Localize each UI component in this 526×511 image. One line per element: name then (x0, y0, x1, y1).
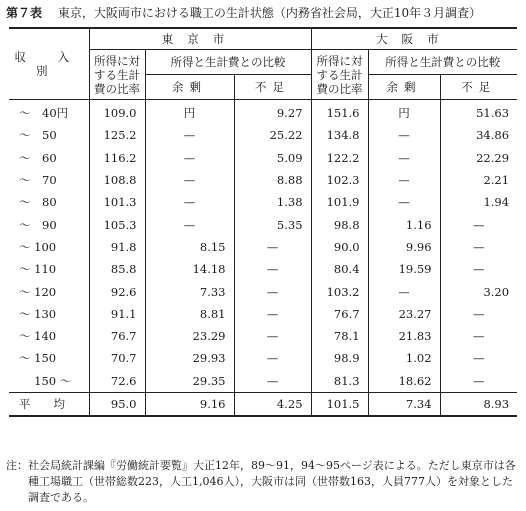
row-label-header: 収 入 別 (9, 28, 89, 100)
tokyo-deficit-cell: 5.09 (234, 147, 311, 169)
osaka-surplus-cell: — (368, 191, 440, 213)
table-row (9, 213, 517, 235)
income-bracket-cell: 〜 60 (19, 150, 57, 165)
table-caption: 東京，大阪両市における職工の生計状態（内務省社会局，大正10年３月調査） (57, 6, 482, 20)
tokyo-deficit-cell: 5.35 (234, 213, 311, 235)
tokyo-deficit-cell: — (234, 236, 311, 258)
city-header-tokyo: 東京市 (89, 28, 311, 50)
tokyo-surplus-cell: 8.15 (145, 236, 234, 258)
table-row (9, 280, 517, 302)
tokyo-deficit-cell: — (234, 325, 311, 347)
table-row (9, 370, 517, 393)
income-bracket-cell: 〜 90 (19, 217, 57, 232)
tokyo-deficit-cell: — (234, 370, 311, 393)
tokyo-deficit-cell: — (234, 347, 311, 369)
income-bracket-cell: 〜 100 (19, 239, 57, 254)
osaka-deficit-cell: 51.63 (440, 100, 517, 125)
income-bracket-cell: 平 均 (9, 392, 89, 416)
comparison-header-tokyo: 所得と生計費との比較 (145, 50, 311, 75)
comparison-header-osaka: 所得と生計費との比較 (368, 50, 517, 75)
tokyo-surplus-cell: 9.16 (145, 392, 234, 416)
tokyo-ratio-cell: 76.7 (89, 325, 145, 347)
deficit-header-tokyo: 不足 (234, 75, 311, 100)
tokyo-ratio-cell: 85.8 (89, 258, 145, 280)
income-bracket-cell: 〜 50 (19, 128, 57, 143)
income-bracket-cell: 150 〜 (19, 373, 72, 388)
tokyo-surplus-cell: 8.81 (145, 303, 234, 325)
osaka-deficit-cell: — (440, 236, 517, 258)
footnote-label: 注： (6, 459, 28, 472)
income-bracket-cell: 〜 140 (19, 329, 57, 344)
osaka-deficit-cell: — (440, 347, 517, 369)
table-row (9, 124, 517, 146)
osaka-deficit-cell: — (440, 213, 517, 235)
osaka-deficit-cell: 34.86 (440, 124, 517, 146)
osaka-deficit-cell: — (440, 370, 517, 393)
tokyo-surplus-cell: 29.93 (145, 347, 234, 369)
osaka-ratio-cell: 101.9 (311, 191, 368, 213)
tokyo-surplus-cell: — (145, 124, 234, 146)
osaka-surplus-cell: — (368, 124, 440, 146)
table-row (9, 191, 517, 213)
income-bracket-cell: 〜 120 (19, 284, 57, 299)
osaka-surplus-cell: 9.96 (368, 236, 440, 258)
table-row (9, 392, 517, 416)
table-row (9, 258, 517, 280)
table-row (9, 147, 517, 169)
osaka-deficit-cell: — (440, 325, 517, 347)
footnote (6, 458, 518, 506)
income-bracket-cell: 〜 40円 (19, 106, 69, 121)
city-header-osaka: 大阪市 (311, 28, 517, 50)
tokyo-deficit-cell: 9.27 (234, 100, 311, 125)
tokyo-surplus-cell: 7.33 (145, 280, 234, 302)
tokyo-ratio-cell: 125.2 (89, 124, 145, 146)
ratio-header-tokyo: 所得に対する生計費の比率 (89, 50, 145, 100)
osaka-ratio-cell: 101.5 (311, 392, 368, 416)
table-row (9, 236, 517, 258)
income-bracket-cell: 〜 80 (19, 195, 57, 210)
osaka-ratio-cell: 151.6 (311, 100, 368, 125)
osaka-surplus-cell: 1.16 (368, 213, 440, 235)
tokyo-ratio-cell: 101.3 (89, 191, 145, 213)
osaka-ratio-cell: 122.2 (311, 147, 368, 169)
osaka-surplus-cell: 18.62 (368, 370, 440, 393)
tokyo-surplus-cell: 29.35 (145, 370, 234, 393)
income-bracket-cell: 〜 110 (19, 262, 57, 277)
income-bracket-cell: 〜 130 (19, 306, 57, 321)
osaka-ratio-cell: 78.1 (311, 325, 368, 347)
tokyo-surplus-cell: 14.18 (145, 258, 234, 280)
osaka-surplus-cell: 23.27 (368, 303, 440, 325)
table-row (9, 325, 517, 347)
footnote-text: 社会局統計課編『労働統計要覧』大正12年，89〜91，94〜95ページ表による。ただし東京市は各種工場職工（世帯総数223，人工1,046人），大阪市は同（世帯数163，人員777人）を対象とした調査である。 (28, 459, 516, 504)
deficit-header-osaka: 不足 (440, 75, 517, 100)
tokyo-deficit-cell: — (234, 280, 311, 302)
tokyo-ratio-cell: 109.0 (89, 100, 145, 125)
osaka-ratio-cell: 80.4 (311, 258, 368, 280)
tokyo-ratio-cell: 116.2 (89, 147, 145, 169)
osaka-surplus-cell: — (368, 169, 440, 191)
osaka-surplus-cell: 19.59 (368, 258, 440, 280)
table-row (9, 169, 517, 191)
data-table (9, 27, 517, 417)
osaka-ratio-cell: 81.3 (311, 370, 368, 393)
osaka-deficit-cell: 8.93 (440, 392, 517, 416)
osaka-deficit-cell: 2.21 (440, 169, 517, 191)
osaka-ratio-cell: 102.3 (311, 169, 368, 191)
tokyo-surplus-cell: 円 (145, 100, 234, 125)
tokyo-surplus-cell: — (145, 147, 234, 169)
osaka-surplus-cell: 7.34 (368, 392, 440, 416)
tokyo-deficit-cell: — (234, 303, 311, 325)
tokyo-ratio-cell: 105.3 (89, 213, 145, 235)
tokyo-ratio-cell: 91.1 (89, 303, 145, 325)
osaka-ratio-cell: 134.8 (311, 124, 368, 146)
osaka-ratio-cell: 90.0 (311, 236, 368, 258)
osaka-surplus-cell: 21.83 (368, 325, 440, 347)
osaka-deficit-cell: — (440, 303, 517, 325)
tokyo-deficit-cell: 25.22 (234, 124, 311, 146)
income-bracket-cell: 〜 70 (19, 173, 57, 188)
osaka-deficit-cell: 1.94 (440, 191, 517, 213)
table-row (9, 303, 517, 325)
table-title (6, 4, 481, 21)
surplus-header-tokyo: 余剰 (145, 75, 234, 100)
osaka-surplus-cell: — (368, 147, 440, 169)
tokyo-deficit-cell: 4.25 (234, 392, 311, 416)
osaka-deficit-cell: 3.20 (440, 280, 517, 302)
income-bracket-cell: 〜 150 (19, 351, 57, 366)
table-row (9, 100, 517, 125)
osaka-deficit-cell: — (440, 258, 517, 280)
tokyo-deficit-cell: 8.88 (234, 169, 311, 191)
tokyo-deficit-cell: 1.38 (234, 191, 311, 213)
surplus-header-osaka: 余剰 (368, 75, 440, 100)
tokyo-surplus-cell: 23.29 (145, 325, 234, 347)
osaka-ratio-cell: 98.8 (311, 213, 368, 235)
tokyo-surplus-cell: — (145, 169, 234, 191)
table-number: 第７表 (6, 6, 43, 20)
tokyo-surplus-cell: — (145, 191, 234, 213)
osaka-deficit-cell: 22.29 (440, 147, 517, 169)
osaka-surplus-cell: 円 (368, 100, 440, 125)
table-body (9, 100, 517, 417)
tokyo-ratio-cell: 92.6 (89, 280, 145, 302)
tokyo-deficit-cell: — (234, 258, 311, 280)
osaka-ratio-cell: 76.7 (311, 303, 368, 325)
table-row (9, 347, 517, 369)
tokyo-ratio-cell: 70.7 (89, 347, 145, 369)
tokyo-ratio-cell: 95.0 (89, 392, 145, 416)
osaka-ratio-cell: 103.2 (311, 280, 368, 302)
tokyo-ratio-cell: 91.8 (89, 236, 145, 258)
tokyo-ratio-cell: 108.8 (89, 169, 145, 191)
osaka-surplus-cell: 1.02 (368, 347, 440, 369)
tokyo-ratio-cell: 72.6 (89, 370, 145, 393)
osaka-surplus-cell: — (368, 280, 440, 302)
ratio-header-osaka: 所得に対する生計費の比率 (311, 50, 368, 100)
tokyo-surplus-cell: — (145, 213, 234, 235)
osaka-ratio-cell: 98.9 (311, 347, 368, 369)
